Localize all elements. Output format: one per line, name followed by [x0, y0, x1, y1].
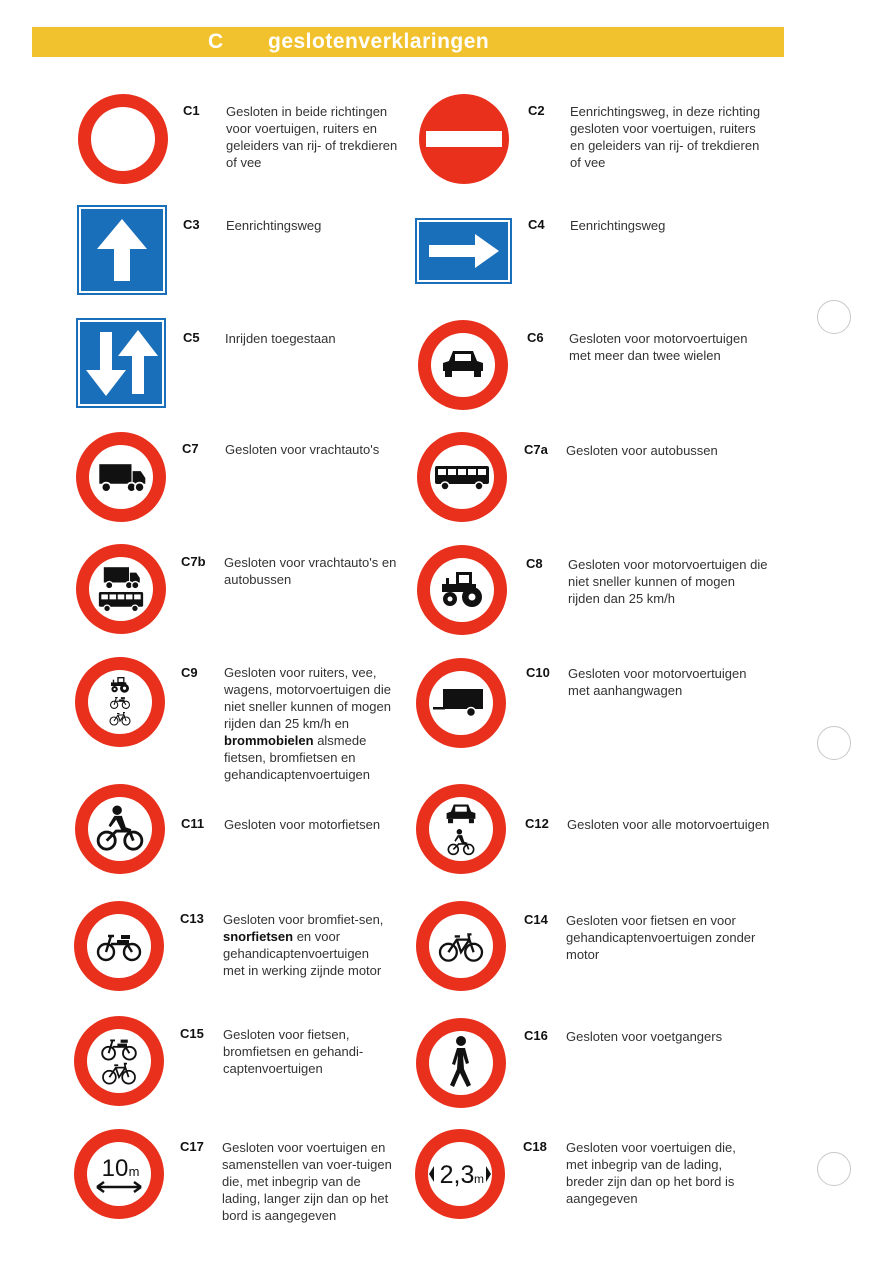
no-trailers-sign-icon: [414, 656, 508, 750]
closed-both-directions-sign-icon: [76, 92, 170, 186]
sign-code: C6: [527, 330, 544, 345]
sign-description: Gesloten voor vrachtauto's: [225, 442, 380, 457]
sign-description: Gesloten voor motorvoertuigen met aanhangwagen: [568, 666, 747, 698]
sign-description: Gesloten voor motorvoertuigen die niet sneller kunnen of mogen rijden dan 25 km/h: [568, 557, 768, 606]
sign-code: C9: [181, 665, 198, 680]
max-length-value: 10: [101, 1155, 129, 1182]
sign-description-text: Gesloten voor ruiters, vee, wagens, motorvoertuigen die niet sneller kunnen of mogen rijden dan 25 km/h en: [224, 665, 391, 731]
sign-description: Gesloten voor motorvoertuigen met meer dan twee wielen: [569, 331, 748, 363]
entry-allowed-sign-icon: [76, 318, 166, 408]
sign-code: C14: [524, 912, 548, 927]
sign-description-bold: snorfietsen: [223, 929, 294, 944]
no-buses-sign-icon: [415, 430, 509, 524]
max-length-sign-icon: [72, 1127, 166, 1221]
sign-code: C7: [182, 441, 199, 456]
no-slow-vehicles-sign-icon: [73, 655, 167, 749]
sign-description: Gesloten voor motorfietsen: [224, 817, 381, 832]
section-letter: C: [208, 30, 224, 53]
sign-description: Gesloten voor alle motorvoertuigen: [567, 817, 770, 832]
no-bicycles-sign-icon: [414, 899, 508, 993]
max-width-unit: m: [474, 1172, 484, 1186]
sign-description: Eenrichtingsweg: [570, 218, 666, 233]
sign-code: C8: [526, 556, 543, 571]
sign-code: C7a: [524, 442, 548, 457]
no-bicycles-mopeds-sign-icon: [72, 1014, 166, 1108]
no-trucks-sign-icon: [74, 430, 168, 524]
sign-description: Gesloten voor voertuigen die, met inbegrip van de lading, breder zijn dan op het bord is aangegeven: [566, 1140, 736, 1206]
one-way-right-sign-icon: [415, 218, 512, 284]
no-motor-vehicles-sign-icon: [414, 782, 508, 876]
sign-code: C5: [183, 330, 200, 345]
one-way-up-sign-icon: [77, 205, 167, 295]
sign-code: C10: [526, 665, 550, 680]
sign-description-text: Gesloten voor bromfiet-sen,: [223, 912, 384, 927]
max-width-value: 2,3: [439, 1161, 475, 1189]
sign-description-text: en voor gehandicaptenvoertuigen met in werking zijnde motor: [223, 929, 382, 978]
no-cars-sign-icon: [416, 318, 510, 412]
sign-description: Eenrichtingsweg: [226, 218, 322, 233]
sign-description-text: alsmede fietsen, bromfietsen en gehandicaptenvoertuigen: [224, 733, 371, 782]
sign-code: C4: [528, 217, 545, 232]
sign-code: C2: [528, 103, 545, 118]
sign-code: C18: [523, 1139, 547, 1154]
no-entry-sign-icon: [417, 92, 511, 186]
sign-description: Inrijden toegestaan: [225, 331, 336, 346]
sign-description: Gesloten voor autobussen: [566, 443, 718, 458]
binder-hole: [817, 726, 851, 760]
section-title: geslotenverklaringen: [268, 30, 490, 53]
no-motorcycles-sign-icon: [73, 782, 167, 876]
sign-description-bold: brommobielen: [224, 733, 314, 748]
no-mopeds-sign-icon: [72, 899, 166, 993]
no-trucks-buses-sign-icon: [74, 542, 168, 636]
sign-code: C17: [180, 1139, 204, 1154]
sign-description: Gesloten voor voetgangers: [566, 1029, 723, 1044]
section-header: [32, 27, 784, 57]
no-tractors-sign-icon: [415, 543, 509, 637]
sign-description: [224, 664, 394, 783]
max-length-unit: m: [128, 1164, 140, 1179]
sign-description: Gesloten voor fietsen en voor gehandicaptenvoertuigen zonder motor: [566, 913, 756, 962]
sign-description: Eenrichtingsweg, in deze richting gesloten voor voertuigen, ruiters en geleiders van rij- of trekdieren of vee: [570, 104, 761, 170]
sign-description: [223, 911, 388, 979]
sign-description: Gesloten in beide richtingen voor voertuigen, ruiters en geleiders van rij- of trekdieren of vee: [226, 104, 398, 170]
sign-code: C11: [181, 816, 205, 831]
sign-description: Gesloten voor voertuigen en samenstellen van voer-tuigen die, met inbegrip van de lading, langer zijn dan op het bord is aangegeven: [222, 1140, 392, 1223]
sign-code: C13: [180, 911, 204, 926]
binder-hole: [817, 1152, 851, 1186]
sign-code: C12: [525, 816, 549, 831]
binder-hole: [817, 300, 851, 334]
sign-description: Gesloten voor vrachtauto's en autobussen: [224, 555, 397, 587]
sign-code: C3: [183, 217, 200, 232]
sign-code: C15: [180, 1026, 204, 1041]
no-pedestrians-sign-icon: [414, 1016, 508, 1110]
sign-code: C7b: [181, 554, 206, 569]
max-width-sign-icon: [413, 1127, 507, 1221]
sign-description: Gesloten voor fietsen, bromfietsen en gehandi-captenvoertuigen: [223, 1027, 364, 1076]
sign-code: C16: [524, 1028, 548, 1043]
sign-code: C1: [183, 103, 200, 118]
